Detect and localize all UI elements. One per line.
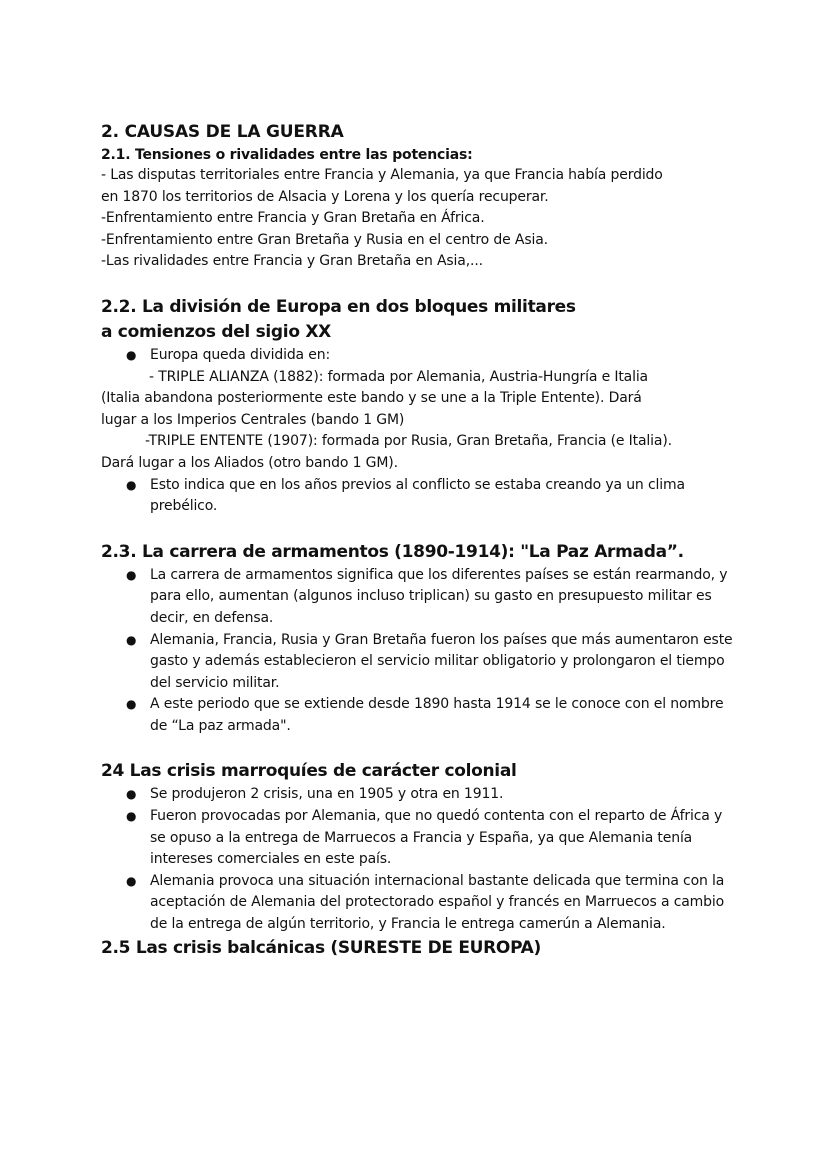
list-item: [101, 630, 741, 695]
spacer: [101, 737, 741, 759]
bullet-icon: ●: [126, 809, 137, 824]
bullet-icon: ●: [126, 567, 137, 582]
section-2-3-list: [101, 565, 741, 738]
section-2-title: 2. CAUSAS DE LA GUERRA: [101, 122, 344, 142]
list-item-text: Alemania, Francia, Rusia y Gran Bretaña fueron los países que más aumentaron este gasto y además establecieron el servicio militar obligatorio y prolongaron el tiempo del servicio militar.: [150, 631, 733, 691]
document-page: [101, 119, 741, 961]
section-2-1-line: en 1870 los territorios de Alsacia y Lorena y los quería recuperar.: [101, 188, 549, 205]
section-2-2-title-line2: a comienzos del sigio XX: [101, 321, 331, 342]
triple-alianza-line: (Italia abandona posteriormente este bando y se une a la Triple Entente). Dará: [101, 390, 642, 407]
section-2-1-title: 2.1. Tensiones o rivalidades entre las potencias:: [101, 147, 473, 163]
list-item-text: Fueron provocadas por Alemania, que no quedó contenta con el reparto de África y se opuso a la entrega de Marruecos a Francia y España, ya que Alemania tenía intereses comerciales en este país.: [150, 808, 723, 868]
section-2-2-title-line1: 2.2. La división de Europa en dos bloques militares: [101, 296, 576, 317]
spacer: [101, 273, 741, 295]
bullet-icon: ●: [126, 697, 137, 712]
section-2-1-line: -Enfrentamiento entre Gran Bretaña y Rusia en el centro de Asia.: [101, 231, 548, 248]
section-2-2-list: [101, 345, 741, 367]
section-2-1-line: -Enfrentamiento entre Francia y Gran Bretaña en África.: [101, 210, 485, 227]
list-item-text: Alemania provoca una situación internacional bastante delicada que termina con la aceptación de Alemania del protectorado español y francés en Marruecos a cambio de la entrega de algún territorio, y Francia le entrega camerún a Alemania.: [150, 872, 725, 933]
section-2-1-line: -Las rivalidades entre Francia y Gran Bretaña en Asia,...: [101, 253, 483, 270]
triple-alianza-line: lugar a los Imperios Centrales (bando 1 GM): [101, 411, 405, 428]
bullet-icon: ●: [126, 477, 137, 492]
bullet-icon: ●: [126, 787, 137, 802]
triple-entente-line: Dará lugar a los Aliados (otro bando 1 GM).: [101, 454, 398, 471]
section-2-2-list-2: [101, 475, 741, 518]
section-2-4-list: [101, 784, 741, 935]
triple-alianza-line: - TRIPLE ALIANZA (1882): formada por Alemania, Austria-Hungría e Italia: [149, 368, 648, 385]
list-item: [101, 565, 741, 630]
list-item: [101, 345, 741, 367]
spacer: [101, 518, 741, 540]
section-2-4-title: 24 Las crisis marroquíes de carácter colonial: [101, 761, 517, 782]
list-item-text: Se produjeron 2 crisis, una en 1905 y otra en 1911.: [150, 786, 504, 803]
list-item-text: Europa queda dividida en:: [150, 346, 331, 363]
list-item: [101, 871, 741, 936]
bullet-icon: ●: [126, 873, 137, 888]
section-2-3-title: 2.3. La carrera de armamentos (1890-1914): "La Paz Armada”.: [101, 541, 684, 562]
list-item: [101, 784, 741, 806]
list-item: [101, 475, 741, 518]
bullet-icon: ●: [126, 347, 137, 362]
list-item-text: Esto indica que en los años previos al conflicto se estaba creando ya un clima prebélico.: [150, 476, 685, 515]
section-2-1-line: - Las disputas territoriales entre Francia y Alemania, ya que Francia había perdido: [101, 167, 663, 183]
triple-entente-line: -TRIPLE ENTENTE (1907): formada por Rusia, Gran Bretaña, Francia (e Italia).: [145, 433, 672, 450]
bullet-icon: ●: [126, 632, 137, 647]
list-item-text: La carrera de armamentos significa que los diferentes países se están rearmando, y para ello, aumentan (algunos incluso triplican) su gasto en presupuesto militar es decir, en defensa.: [150, 566, 728, 626]
list-item: [101, 806, 741, 871]
list-item: [101, 694, 741, 737]
section-2-5-title: 2.5 Las crisis balcánicas (SURESTE DE EUROPA): [101, 937, 541, 958]
list-item-text: A este periodo que se extiende desde 1890 hasta 1914 se le conoce con el nombre de “La paz armada".: [150, 696, 724, 734]
